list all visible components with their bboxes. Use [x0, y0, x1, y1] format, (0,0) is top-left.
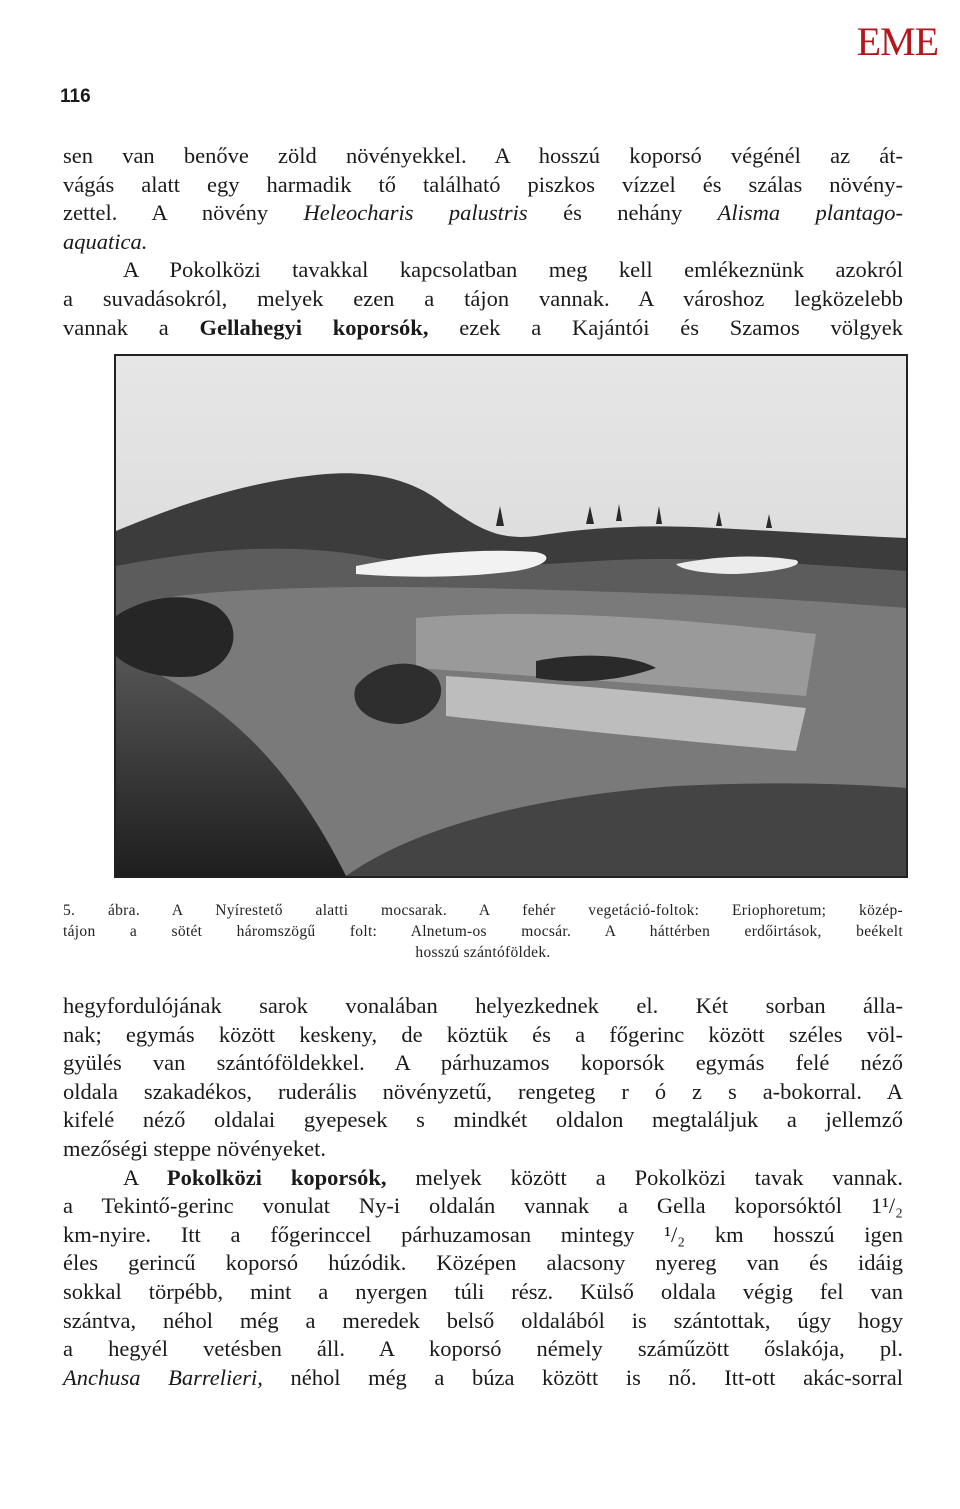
- caption-line: hosszú szántóföldek.: [415, 944, 551, 961]
- figure-caption: [63, 900, 903, 963]
- text-line: sen van benőve zöld növényekkel. A hosszú koporsó végénél az át-: [63, 143, 903, 168]
- text-line: éles gerincű koporsó húzódik. Középen alacsony nyereg van és idáig: [63, 1250, 903, 1276]
- species-name: Anchusa Barrelieri,: [63, 1364, 263, 1390]
- text-line: [63, 1164, 903, 1193]
- text-span: melyek között a Pokolközi tavak vannak.: [386, 1164, 903, 1190]
- text-span: A: [123, 1164, 167, 1190]
- caption-line: 5. ábra. A Nyírestető alatti mocsarak. A fehér vegetáció-foltok: Eriophoretum; közép-: [63, 902, 903, 919]
- text-line: szántva, néhol még a meredek belső oldalából is szántottak, úgy hogy: [63, 1307, 903, 1333]
- place-name: Pokolközi koporsók,: [166, 1164, 387, 1190]
- text-span: és nehány: [527, 200, 718, 226]
- landscape-photo-illustration: [116, 356, 906, 876]
- text-line: kifelé néző oldalai gyepesek s mindkét oldalon megtaláljuk a jellemző: [63, 1107, 903, 1133]
- page-number: 116: [60, 86, 91, 107]
- place-name: Gellahegyi koporsók,: [199, 314, 429, 340]
- bottom-paragraphs: [63, 992, 903, 1392]
- text-line: [63, 228, 903, 257]
- text-line: a hegyél vetésben áll. A koporsó némely száműzött őslakója, pl.: [63, 1336, 903, 1362]
- text-line: sokkal törpébb, mint a nyergen túli rész. Külső oldala végig fel van: [63, 1278, 903, 1304]
- text-line: oldala szakadékos, ruderális növényzetű, rengeteg r ó z s a-bokorral. A: [63, 1078, 903, 1104]
- text-span: ezek a Kajántói és Szamos völgyek: [428, 314, 903, 340]
- text-span: néhol még a búza között is nő. Itt-ott akác-sorral: [262, 1364, 904, 1390]
- species-name: Alisma plantago-: [717, 200, 904, 226]
- text-line: km-nyire. Itt a főgerinccel párhuzamosan mintegy ¹/₂ km hosszú igen: [63, 1221, 903, 1247]
- text-line: nak; egymás között keskeny, de köztük és a főgerinc között széles völ-: [63, 1021, 903, 1047]
- text-span: zettel. A növény: [63, 200, 304, 226]
- text-line: A Pokolközi tavakkal kapcsolatban meg kell emlékeznünk azokról: [123, 257, 903, 283]
- text-line: [63, 199, 903, 228]
- text-line: hegyfordulójának sarok vonalában helyezkednek el. Két sorban álla-: [63, 993, 903, 1018]
- text-line: a suvadásokról, melyek ezen a tájon vannak. A városhoz legközelebb: [63, 285, 903, 311]
- text-line: mezőségi steppe növényeket.: [63, 1135, 327, 1161]
- text-line: [63, 1364, 903, 1393]
- top-paragraphs: [63, 142, 903, 342]
- caption-line: tájon a sötét háromszögű folt: Alnetum-os mocsár. A háttérben erdőirtások, beékelt: [63, 923, 903, 940]
- text-line: gyülés van szántóföldekkel. A párhuzamos koporsók egymás felé néző: [63, 1050, 903, 1076]
- text-line: a Tekintő-gerinc vonulat Ny-i oldalán vannak a Gella koporsóktól 1¹/₂: [63, 1193, 903, 1219]
- species-name: aquatica.: [63, 228, 148, 254]
- landscape-photograph: [114, 354, 908, 878]
- text-span: vannak a: [63, 314, 200, 340]
- species-name: Heleocharis palustris: [303, 200, 528, 226]
- text-line: vágás alatt egy harmadik tő található piszkos vízzel és szálas növény-: [63, 171, 903, 197]
- text-line: [63, 314, 903, 343]
- eme-logo: EME: [856, 19, 938, 64]
